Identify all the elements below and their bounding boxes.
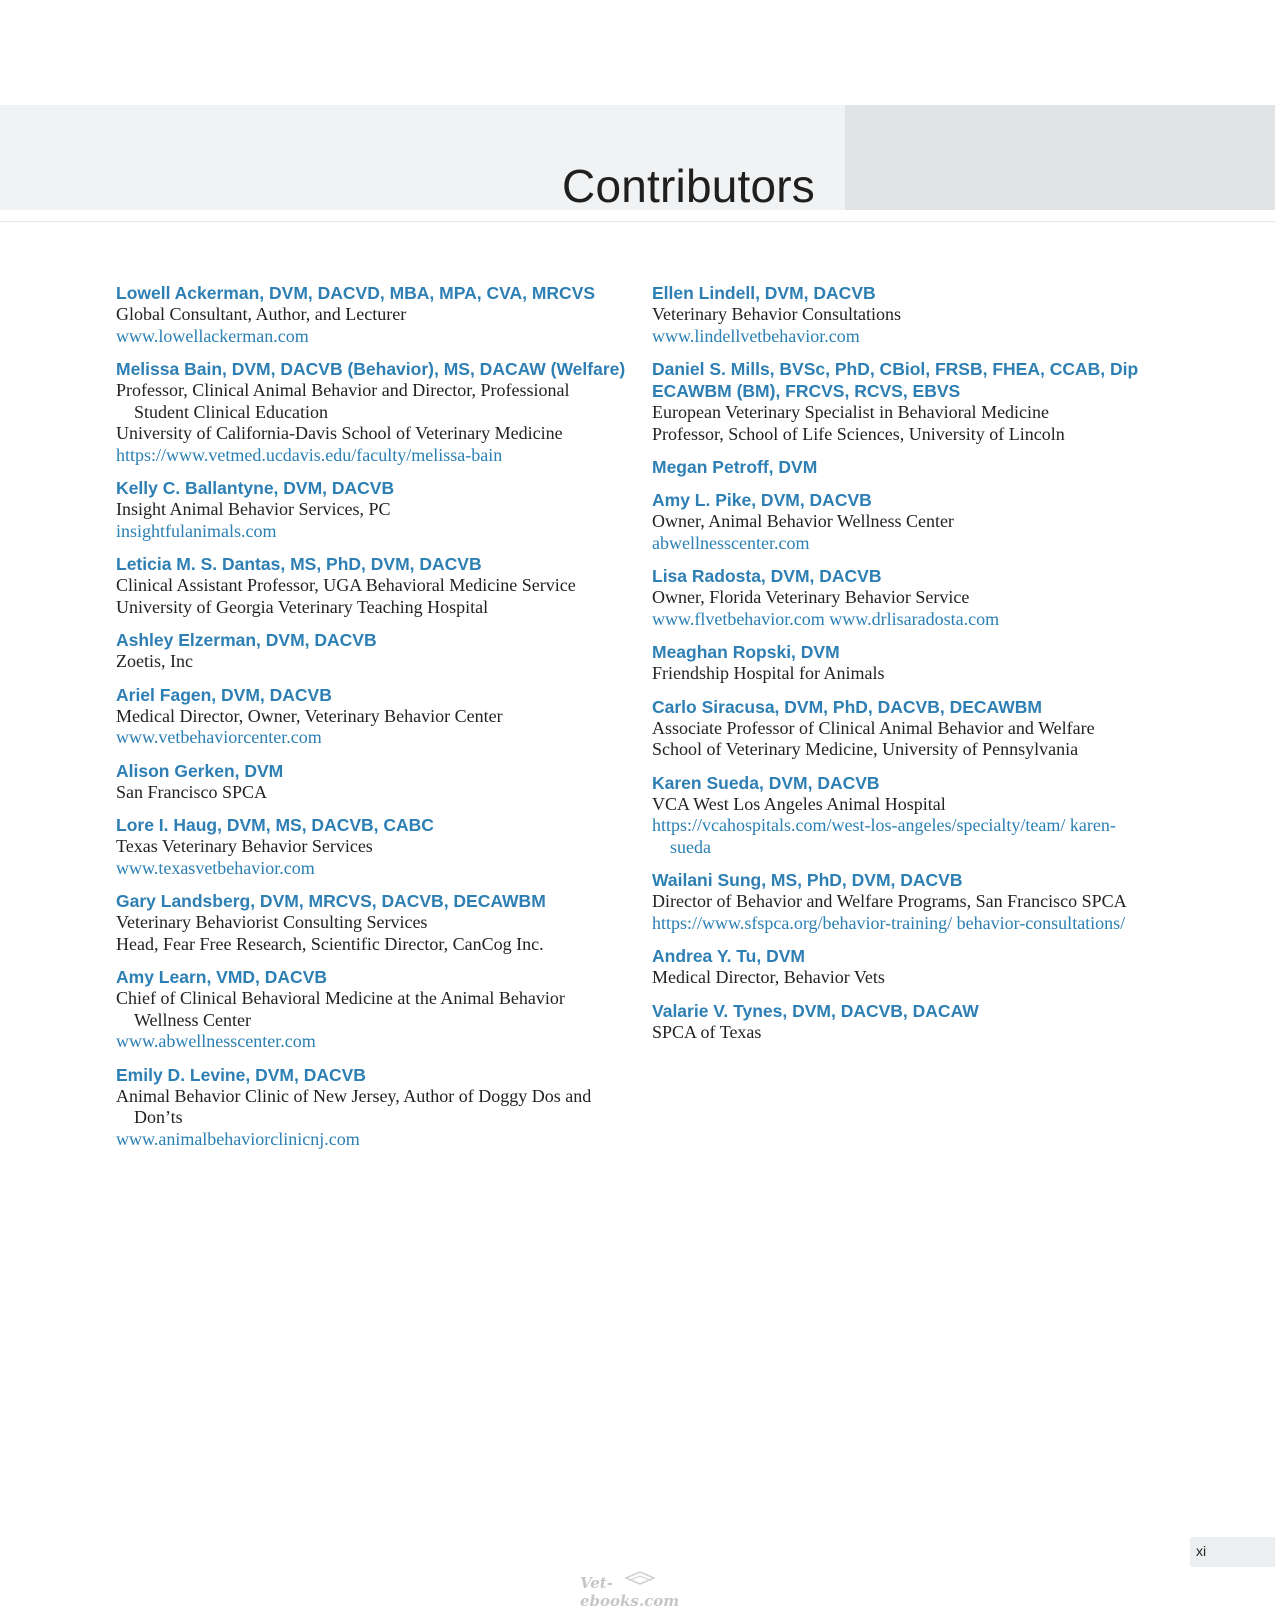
contributor-name: Kelly C. Ballantyne, DVM, DACVB xyxy=(116,478,395,498)
contributor-affiliation: University of Georgia Veterinary Teaching Hospital xyxy=(116,596,489,617)
contributor-name: Lowell Ackerman, DVM, DACVD, MBA, MPA, CVA, MRCVS xyxy=(116,283,596,303)
contributor-entry xyxy=(652,696,1152,761)
contributor-entry xyxy=(652,456,1152,478)
contributor-affiliation: Chief of Clinical Behavioral Medicine at the Animal Behavior Wellness Center xyxy=(116,988,565,1030)
contributor-link[interactable]: www.animalbehaviorclinicnj.com xyxy=(116,1128,360,1149)
contributor-affiliation: Medical Director, Behavior Vets xyxy=(652,967,885,987)
contributor-entry xyxy=(652,1000,1152,1044)
contributor-entry xyxy=(652,282,1152,347)
contributor-entry xyxy=(116,760,626,804)
contributor-entry xyxy=(652,772,1152,859)
contributor-link[interactable]: www.flvetbehavior.com www.drlisaradosta.com xyxy=(652,608,1000,629)
contributor-affiliation: Veterinary Behavior Consultations xyxy=(652,304,901,324)
contributor-entry xyxy=(116,966,626,1053)
watermark-text: Vet-ebooks.com xyxy=(580,1574,680,1610)
contributor-affiliation: Professor, Clinical Animal Behavior and Director, Professional Student Clinical Education xyxy=(116,380,570,422)
contributor-affiliation: Director of Behavior and Welfare Programs, San Francisco SPCA xyxy=(652,891,1127,911)
contributor-name: Ariel Fagen, DVM, DACVB xyxy=(116,684,332,705)
contributor-name: Lisa Radosta, DVM, DACVB xyxy=(652,566,882,586)
contributor-entry xyxy=(116,477,626,542)
contributor-affiliation: Friendship Hospital for Animals xyxy=(652,663,885,683)
contributor-entry xyxy=(116,814,626,879)
contributor-affiliation: San Francisco SPCA xyxy=(116,781,268,802)
contributor-affiliation: Zoetis, Inc xyxy=(116,651,193,671)
contributor-affiliation: Head, Fear Free Research, Scientific Director, CanCog Inc. xyxy=(116,933,544,954)
contributors-right-column xyxy=(652,282,1152,1054)
contributor-link[interactable]: www.abwellnesscenter.com xyxy=(116,1031,316,1051)
contributor-name: Wailani Sung, MS, PhD, DVM, DACVB xyxy=(652,870,963,890)
contributor-link[interactable]: www.lindellvetbehavior.com xyxy=(652,325,860,346)
contributor-name: Amy Learn, VMD, DACVB xyxy=(116,967,328,987)
contributor-affiliation: Texas Veterinary Behavior Services xyxy=(116,836,373,856)
page-title: Contributors xyxy=(562,159,815,212)
contributor-name: Karen Sueda, DVM, DACVB xyxy=(652,772,880,793)
contributor-entry xyxy=(116,282,626,347)
contributor-entry xyxy=(116,684,626,749)
header-accent-band xyxy=(845,105,1275,210)
contributor-link[interactable]: https://vcahospitals.com/west-los-angeles/specialty/team/ karen-sueda xyxy=(652,815,1116,857)
contributor-name: Valarie V. Tynes, DVM, DACVB, DACAW xyxy=(652,1000,979,1021)
contributor-affiliation: Clinical Assistant Professor, UGA Behavioral Medicine Service xyxy=(116,575,576,595)
contributor-entry xyxy=(652,945,1152,989)
contributor-entry xyxy=(116,1064,626,1151)
contributor-affiliation: University of California-Davis School of Veterinary Medicine xyxy=(116,423,563,443)
contributor-affiliation: Professor, School of Life Sciences, University of Lincoln xyxy=(652,423,1065,444)
contributor-entry xyxy=(652,641,1152,685)
contributor-affiliation: Medical Director, Owner, Veterinary Behavior Center xyxy=(116,705,503,726)
contributor-name: Alison Gerken, DVM xyxy=(116,760,284,781)
contributor-link[interactable]: https://www.vetmed.ucdavis.edu/faculty/melissa-bain xyxy=(116,444,503,465)
contributor-name: Melissa Bain, DVM, DACVB (Behavior), MS, DACAW (Welfare) xyxy=(116,359,626,379)
contributor-name: Andrea Y. Tu, DVM xyxy=(652,946,805,966)
contributor-affiliation: School of Veterinary Medicine, University of Pennsylvania xyxy=(652,739,1079,759)
contributor-affiliation: Animal Behavior Clinic of New Jersey, Author of Doggy Dos and Don’ts xyxy=(116,1085,592,1127)
contributor-entry xyxy=(116,629,626,673)
header-divider xyxy=(0,221,1275,222)
contributor-name: Megan Petroff, DVM xyxy=(652,457,818,477)
contributor-name: Daniel S. Mills, BVSc, PhD, CBiol, FRSB, FHEA, CCAB, Dip ECAWBM (BM), FRCVS, RCVS, EBVS xyxy=(652,359,1139,401)
contributor-name: Ashley Elzerman, DVM, DACVB xyxy=(116,630,377,650)
contributor-entry xyxy=(652,489,1152,554)
contributor-link[interactable]: https://www.sfspca.org/behavior-training/ behavior-consultations/ xyxy=(652,912,1126,933)
contributor-affiliation: SPCA of Texas xyxy=(652,1021,762,1042)
contributor-name: Emily D. Levine, DVM, DACVB xyxy=(116,1064,366,1085)
contributor-name: Meaghan Ropski, DVM xyxy=(652,642,840,662)
contributor-name: Lore I. Haug, DVM, MS, DACVB, CABC xyxy=(116,815,434,835)
contributor-entry xyxy=(116,553,626,618)
contributor-affiliation: Associate Professor of Clinical Animal Behavior and Welfare xyxy=(652,717,1095,738)
watermark-logo xyxy=(578,1570,698,1610)
contributor-affiliation: VCA West Los Angeles Animal Hospital xyxy=(652,793,946,814)
contributor-link[interactable]: insightfulanimals.com xyxy=(116,520,277,541)
contributor-name: Leticia M. S. Dantas, MS, PhD, DVM, DACVB xyxy=(116,554,482,574)
contributor-affiliation: Owner, Animal Behavior Wellness Center xyxy=(652,511,954,531)
contributor-affiliation: Insight Animal Behavior Services, PC xyxy=(116,499,391,519)
contributor-affiliation: Veterinary Behaviorist Consulting Services xyxy=(116,912,428,932)
contributor-link[interactable]: www.lowellackerman.com xyxy=(116,325,309,346)
contributor-affiliation: Owner, Florida Veterinary Behavior Service xyxy=(652,587,970,607)
contributor-name: Carlo Siracusa, DVM, PhD, DACVB, DECAWBM xyxy=(652,696,1042,717)
contributors-left-column xyxy=(116,282,626,1161)
contributor-entry xyxy=(652,565,1152,630)
contributor-link[interactable]: abwellnesscenter.com xyxy=(652,532,810,553)
contributor-name: Ellen Lindell, DVM, DACVB xyxy=(652,283,876,303)
contributor-link[interactable]: www.texasvetbehavior.com xyxy=(116,857,315,878)
page-number: xi xyxy=(1196,1543,1207,1559)
contributor-entry xyxy=(652,358,1152,445)
contributor-entry xyxy=(116,890,626,955)
contributor-name: Amy L. Pike, DVM, DACVB xyxy=(652,490,872,510)
contributor-affiliation: Global Consultant, Author, and Lecturer xyxy=(116,304,407,324)
contributor-link[interactable]: www.vetbehaviorcenter.com xyxy=(116,727,322,747)
contributor-entry xyxy=(116,358,626,466)
contributor-affiliation: European Veterinary Specialist in Behavioral Medicine xyxy=(652,402,1050,422)
contributor-entry xyxy=(652,869,1152,934)
contributor-name: Gary Landsberg, DVM, MRCVS, DACVB, DECAWBM xyxy=(116,891,546,911)
